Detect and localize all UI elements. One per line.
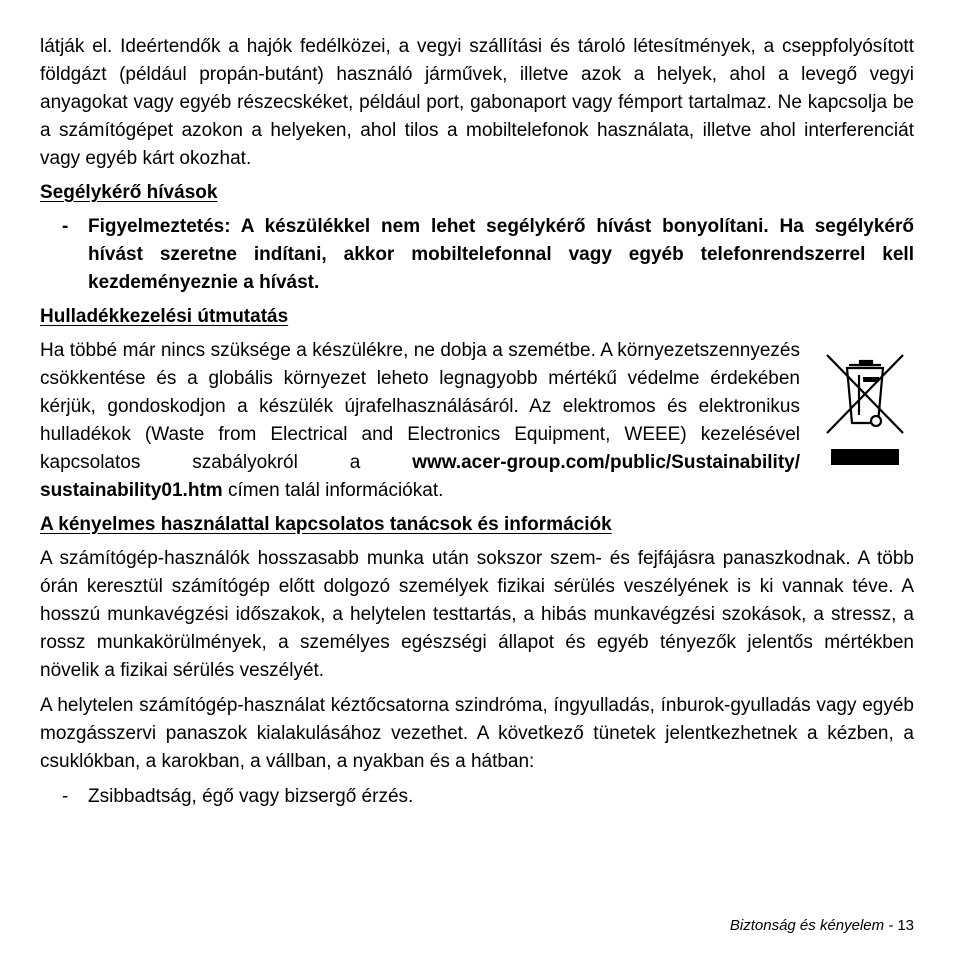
waste-link-part2[interactable]: sustainability01.htm — [40, 480, 223, 501]
waste-heading: Hulladékkezelési útmutatás — [40, 306, 289, 327]
waste-text: Ha többé már nincs szüksége a készülékre, ne dobja a szemétbe. A környezetszennyezés csökkentése és a globális környezet leheto legnagyobb mértékű védelme érdekében kérjük, gondoskodjon a készülék újrafelhasználásáról. Az elektromos és elektronikus hulladékok (Waste from Electrical and Electronics Equipment, WEEE) kezelésével kapcsolatos szabályokról a — [40, 340, 800, 473]
comfort-paragraph-2: A helytelen számítógép-használat kéztőcsatorna szindróma, íngyulladás, ínburok-gyulladás vagy egyéb mozgásszervi panaszok kialakulásához vezethet. A következő tünetek jelentkezhetnek a kézben, a csuklókban, a karokban, a vállban, a nyakban és a hátban: — [40, 695, 914, 772]
waste-paragraph-end — [40, 477, 800, 505]
warning-text: Figyelmeztetés: A készülékkel nem lehet segélykérő hívást bonyolítani. Ha segélykérő hívást szeretne indítani, akkor mobiltelefonnal vagy egyéb telefonrendszerrel kell kezdeményeznie a hívást. — [88, 216, 914, 293]
waste-text-end: címen talál információkat. — [222, 480, 444, 501]
list-dash: - — [62, 216, 69, 237]
waste-text-block — [40, 337, 800, 505]
list-item — [40, 783, 914, 811]
waste-paragraph — [40, 337, 800, 477]
waste-section — [40, 337, 914, 505]
footer-title: Biztonság és kényelem - — [729, 917, 894, 934]
emergency-heading: Segélykérő hívások — [40, 182, 218, 203]
list-item-text: Zsibbadtság, égő vagy bizsergő érzés. — [88, 786, 414, 807]
page-number: 13 — [897, 917, 914, 934]
page-footer — [730, 917, 914, 934]
weee-crossed-bin-icon — [825, 353, 905, 474]
comfort-paragraph-1: A számítógép-használók hosszasabb munka után sokszor szem- és fejfájásra panaszkodnak. A több órán keresztül számítógép előtt dolgozó személyek fizikai sérülés veszélyének is ki vannak téve. A hosszú munkavégzési időszakok, a helytelen testtartás, a hibás munkavégzési szokások, a stressz, a rossz munkakörülmények, a személyes egészségi állapot és egyéb tényezők jelentős mértékben növelik a fizikai sérülés veszélyét. — [40, 548, 914, 681]
warning-item — [40, 213, 914, 297]
intro-paragraph: látják el. Ideértendők a hajók fedélközei, a vegyi szállítási és tároló létesítmények, a cseppfolyósított földgázt (például propán-butánt) használó járművek, illetve azok a helyek, ahol a levegő vegyi anyagokat vagy egyéb részecskéket, például port, gabonaport vagy fémport tartalmaz. Ne kapcsolja be a számítógépet azokon a helyeken, ahol tilos a mobiltelefonok használata, illetve ahol interferenciát vagy egyéb kárt okozhat. — [40, 36, 914, 169]
list-dash: - — [62, 786, 69, 807]
comfort-heading: A kényelmes használattal kapcsolatos tanácsok és információk — [40, 514, 612, 535]
document-body — [40, 33, 914, 818]
waste-link-part1[interactable]: www.acer-group.com/public/Sustainability/ — [412, 452, 800, 473]
